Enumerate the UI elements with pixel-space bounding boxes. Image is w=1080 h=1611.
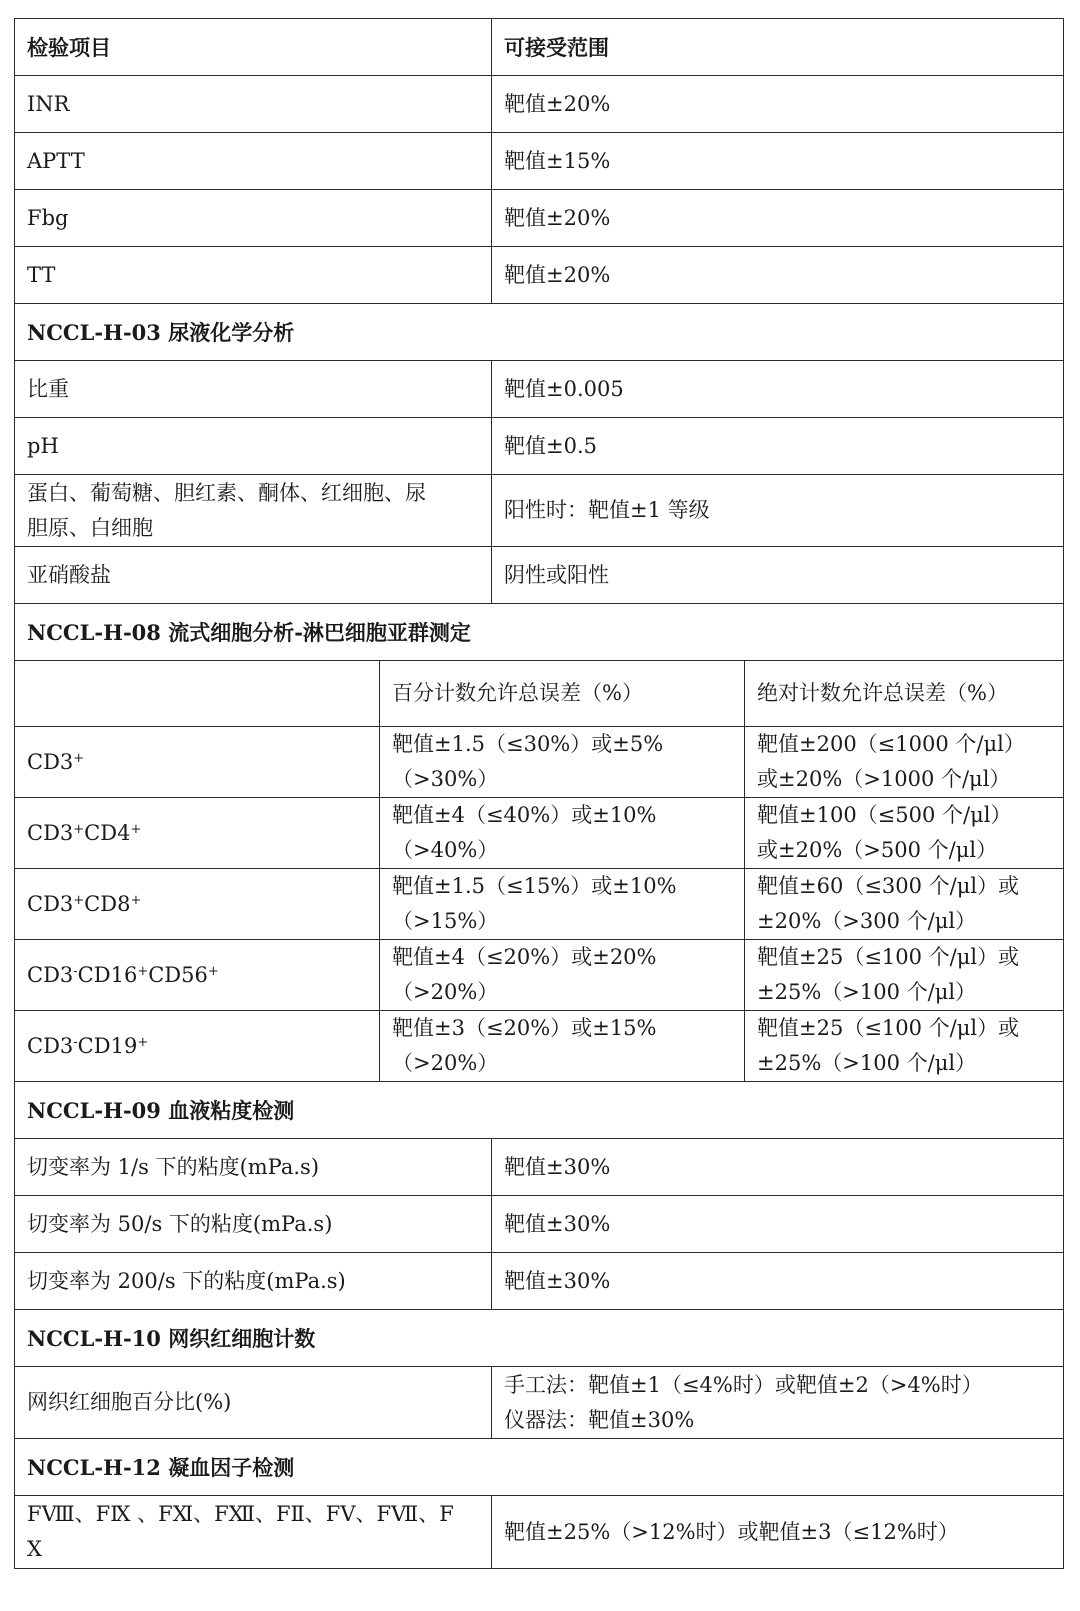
row-range [492,1367,1064,1439]
flow-pct: 靶值±4（≤20%）或±20%（>20%） [380,940,745,1011]
row-range-line: 仪器法：靶值±30% [504,1407,695,1432]
row-item-line: 蛋白、葡萄糖、胆红素、酮体、红细胞、尿 [27,480,426,505]
flow-marker: CD3+CD4+ [15,798,380,869]
flow-abs [745,1011,1064,1082]
flow-abs [745,727,1064,798]
section-title-h10: NCCL-H-10 网织红细胞计数 [15,1310,1064,1367]
table-row [15,798,1064,869]
row-item: 切变率为 200/s 下的粘度(mPa.s) [15,1253,492,1310]
flow-abs-line: 或±20%（>1000 个/μl） [757,767,1011,791]
row-range: 阳性时：靶值±1 等级 [492,475,1064,547]
table-row [15,133,1064,190]
flow-header-row [15,661,1064,727]
row-item: 亚硝酸盐 [15,547,492,604]
row-item-line: Ⅹ [27,1537,42,1561]
section-row [15,1439,1064,1496]
row-range: 靶值±20% [492,76,1064,133]
row-item [15,475,492,547]
quality-criteria-table [14,18,1064,1569]
table-row [15,727,1064,798]
flow-abs-line: 或±20%（>500 个/μl） [757,838,998,862]
table-row [15,547,1064,604]
flow-header-pct: 百分计数允许总误差（%） [380,661,745,727]
row-range: 阴性或阳性 [492,547,1064,604]
table-row [15,1496,1064,1569]
flow-pct: 靶值±1.5（≤30%）或±5%（>30%） [380,727,745,798]
row-item [15,1496,492,1569]
flow-marker: CD3-CD16+CD56+ [15,940,380,1011]
flow-abs-line: 靶值±60（≤300 个/μl）或 [757,874,1020,898]
table-row [15,190,1064,247]
row-range: 靶值±0.5 [492,418,1064,475]
row-item: 切变率为 50/s 下的粘度(mPa.s) [15,1196,492,1253]
flow-abs [745,798,1064,869]
table-row [15,1196,1064,1253]
flow-marker: CD3-CD19+ [15,1011,380,1082]
row-item-line: 胆原、白细胞 [27,515,153,540]
flow-abs [745,869,1064,940]
table-row [15,247,1064,304]
flow-abs-line: 靶值±25（≤100 个/μl）或 [757,945,1020,969]
flow-abs-line: 靶值±25（≤100 个/μl）或 [757,1016,1020,1040]
row-range: 靶值±30% [492,1139,1064,1196]
row-item: 网织红细胞百分比(%) [15,1367,492,1439]
flow-abs-line: ±25%（>100 个/μl） [757,1051,977,1075]
flow-abs-line: ±25%（>100 个/μl） [757,980,977,1004]
table-row [15,1011,1064,1082]
header-item: 检验项目 [15,19,492,76]
section-row [15,304,1064,361]
flow-marker: CD3+CD8+ [15,869,380,940]
section-title-h08: NCCL-H-08 流式细胞分析-淋巴细胞亚群测定 [15,604,1064,661]
table-row [15,418,1064,475]
section-title-h12: NCCL-H-12 凝血因子检测 [15,1439,1064,1496]
row-range: 靶值±25%（>12%时）或靶值±3（≤12%时） [492,1496,1064,1569]
row-item: APTT [15,133,492,190]
section-title-h09: NCCL-H-09 血液粘度检测 [15,1082,1064,1139]
table-row [15,940,1064,1011]
section-row [15,604,1064,661]
row-range: 靶值±20% [492,247,1064,304]
flow-pct: 靶值±4（≤40%）或±10%（>40%） [380,798,745,869]
table-row [15,869,1064,940]
table-row [15,1139,1064,1196]
table-row [15,1367,1064,1439]
table-row [15,475,1064,547]
row-range: 靶值±0.005 [492,361,1064,418]
flow-marker: CD3+ [15,727,380,798]
flow-abs-line: 靶值±200（≤1000 个/μl） [757,732,1025,756]
table-row [15,361,1064,418]
flow-header-blank [15,661,380,727]
row-item: 比重 [15,361,492,418]
flow-header-abs: 绝对计数允许总误差（%） [745,661,1064,727]
table-row [15,76,1064,133]
row-item: Fbg [15,190,492,247]
row-range: 靶值±20% [492,190,1064,247]
header-range: 可接受范围 [492,19,1064,76]
section-row [15,1310,1064,1367]
flow-abs-line: 靶值±100（≤500 个/μl） [757,803,1012,827]
row-item-line: FⅧ、FⅨ 、FⅪ、FⅫ、FⅡ、FⅤ、FⅦ、F [27,1502,454,1526]
section-row [15,1082,1064,1139]
row-range: 靶值±30% [492,1196,1064,1253]
section-title-h03: NCCL-H-03 尿液化学分析 [15,304,1064,361]
row-item: INR [15,76,492,133]
flow-abs [745,940,1064,1011]
row-item: TT [15,247,492,304]
flow-abs-line: ±20%（>300 个/μl） [757,909,977,933]
row-item: 切变率为 1/s 下的粘度(mPa.s) [15,1139,492,1196]
flow-pct: 靶值±3（≤20%）或±15%（>20%） [380,1011,745,1082]
flow-pct: 靶值±1.5（≤15%）或±10%（>15%） [380,869,745,940]
row-range-line: 手工法：靶值±1（≤4%时）或靶值±2（>4%时） [504,1372,983,1397]
row-range: 靶值±15% [492,133,1064,190]
table-header-row [15,19,1064,76]
row-range: 靶值±30% [492,1253,1064,1310]
row-item: pH [15,418,492,475]
table-row [15,1253,1064,1310]
